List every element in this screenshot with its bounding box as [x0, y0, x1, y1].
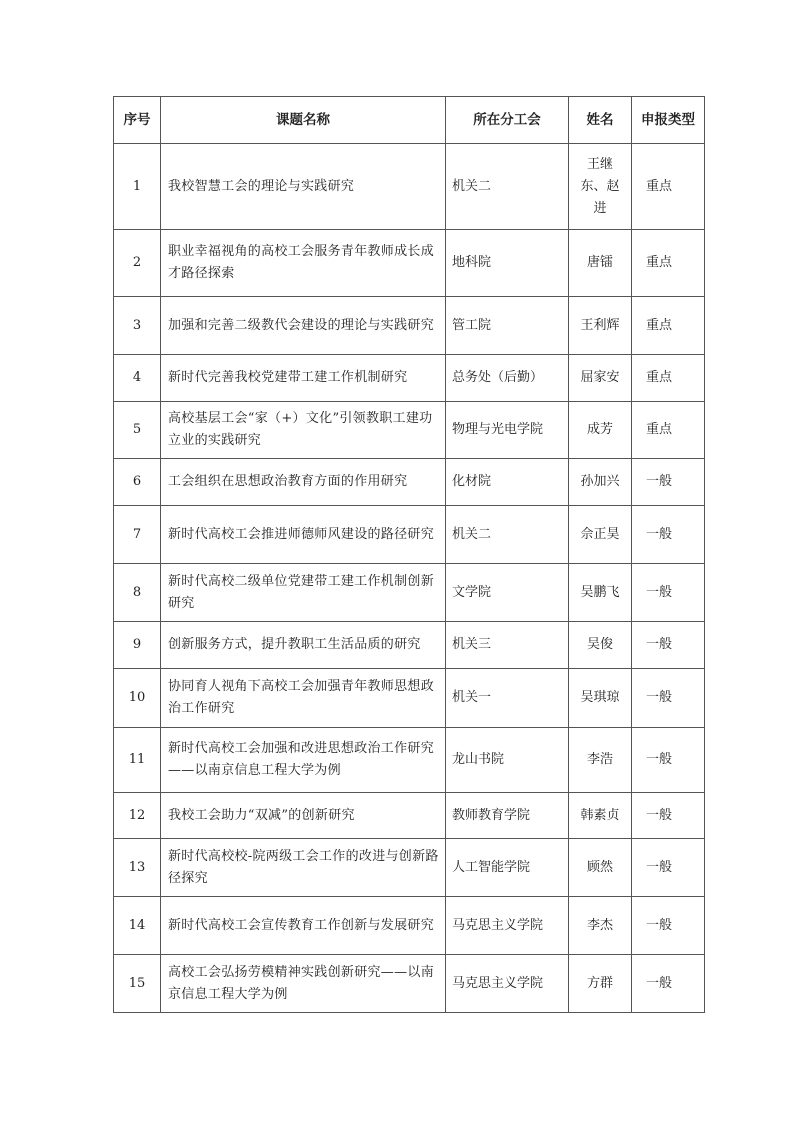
table-row [114, 230, 705, 297]
row-union: 管工院 [446, 297, 569, 355]
row-type: 重点 [632, 402, 705, 459]
row-name: 顾然 [569, 839, 632, 897]
table-row [114, 564, 705, 622]
row-title: 新时代高校二级单位党建带工建工作机制创新研究 [161, 564, 446, 622]
header-row [114, 97, 705, 144]
row-type: 重点 [632, 144, 705, 230]
row-title: 高校基层工会“家（+）文化”引领教职工建功立业的实践研究 [161, 402, 446, 459]
row-name: 唐镭 [569, 230, 632, 297]
row-name: 韩素贞 [569, 793, 632, 839]
row-union: 化材院 [446, 459, 569, 506]
row-union: 马克思主义学院 [446, 897, 569, 955]
row-title: 新时代完善我校党建带工建工作机制研究 [161, 355, 446, 402]
row-title: 工会组织在思想政治教育方面的作用研究 [161, 459, 446, 506]
row-no: 6 [114, 459, 161, 506]
header-name: 姓名 [569, 97, 632, 144]
row-type: 一般 [632, 955, 705, 1013]
row-union: 文学院 [446, 564, 569, 622]
row-no: 2 [114, 230, 161, 297]
row-type: 重点 [632, 297, 705, 355]
row-type: 一般 [632, 839, 705, 897]
row-union: 教师教育学院 [446, 793, 569, 839]
row-title: 新时代高校工会加强和改进思想政治工作研究——以南京信息工程大学为例 [161, 728, 446, 793]
row-title: 加强和完善二级教代会建设的理论与实践研究 [161, 297, 446, 355]
row-type: 一般 [632, 669, 705, 728]
table-row [114, 355, 705, 402]
table-row [114, 669, 705, 728]
row-name: 成芳 [569, 402, 632, 459]
row-name: 王继东、赵进 [569, 144, 632, 230]
row-no: 7 [114, 506, 161, 564]
row-no: 10 [114, 669, 161, 728]
table-row [114, 506, 705, 564]
row-type: 重点 [632, 355, 705, 402]
row-union: 机关一 [446, 669, 569, 728]
table-row [114, 459, 705, 506]
row-type: 一般 [632, 728, 705, 793]
table-row [114, 402, 705, 459]
row-title: 创新服务方式，提升教职工生活品质的研究 [161, 622, 446, 669]
table-row [114, 728, 705, 793]
row-no: 4 [114, 355, 161, 402]
row-no: 1 [114, 144, 161, 230]
row-name: 王利辉 [569, 297, 632, 355]
table-row [114, 955, 705, 1013]
row-no: 14 [114, 897, 161, 955]
row-type: 一般 [632, 622, 705, 669]
table-row [114, 297, 705, 355]
row-no: 15 [114, 955, 161, 1013]
row-type: 重点 [632, 230, 705, 297]
header-type: 申报类型 [632, 97, 705, 144]
row-type: 一般 [632, 897, 705, 955]
row-title: 我校工会助力“双减”的创新研究 [161, 793, 446, 839]
row-union: 龙山书院 [446, 728, 569, 793]
row-union: 地科院 [446, 230, 569, 297]
table-row [114, 897, 705, 955]
row-name: 吴俊 [569, 622, 632, 669]
row-title: 协同育人视角下高校工会加强青年教师思想政治工作研究 [161, 669, 446, 728]
row-name: 吴鹏飞 [569, 564, 632, 622]
header-no: 序号 [114, 97, 161, 144]
row-union: 人工智能学院 [446, 839, 569, 897]
row-name: 李浩 [569, 728, 632, 793]
row-title: 新时代高校工会宣传教育工作创新与发展研究 [161, 897, 446, 955]
row-no: 11 [114, 728, 161, 793]
row-type: 一般 [632, 506, 705, 564]
row-union: 机关二 [446, 144, 569, 230]
row-no: 9 [114, 622, 161, 669]
row-union: 总务处（后勤） [446, 355, 569, 402]
header-union: 所在分工会 [446, 97, 569, 144]
row-union: 物理与光电学院 [446, 402, 569, 459]
row-title: 高校工会弘扬劳模精神实践创新研究——以南京信息工程大学为例 [161, 955, 446, 1013]
row-name: 吴琪琼 [569, 669, 632, 728]
header-title: 课题名称 [161, 97, 446, 144]
row-name: 孙加兴 [569, 459, 632, 506]
table-row [114, 793, 705, 839]
row-name: 佘正昊 [569, 506, 632, 564]
row-name: 李杰 [569, 897, 632, 955]
table-row [114, 839, 705, 897]
table-row [114, 144, 705, 230]
row-name: 方群 [569, 955, 632, 1013]
row-type: 一般 [632, 564, 705, 622]
row-title: 新时代高校校-院两级工会工作的改进与创新路径探究 [161, 839, 446, 897]
project-table [113, 96, 705, 1013]
row-name: 屈家安 [569, 355, 632, 402]
row-union: 机关三 [446, 622, 569, 669]
row-no: 8 [114, 564, 161, 622]
row-title: 新时代高校工会推进师德师风建设的路径研究 [161, 506, 446, 564]
row-no: 12 [114, 793, 161, 839]
row-title: 我校智慧工会的理论与实践研究 [161, 144, 446, 230]
row-no: 3 [114, 297, 161, 355]
table-row [114, 622, 705, 669]
row-title: 职业幸福视角的高校工会服务青年教师成长成才路径探索 [161, 230, 446, 297]
row-union: 马克思主义学院 [446, 955, 569, 1013]
row-union: 机关二 [446, 506, 569, 564]
row-no: 13 [114, 839, 161, 897]
row-type: 一般 [632, 793, 705, 839]
row-type: 一般 [632, 459, 705, 506]
row-no: 5 [114, 402, 161, 459]
